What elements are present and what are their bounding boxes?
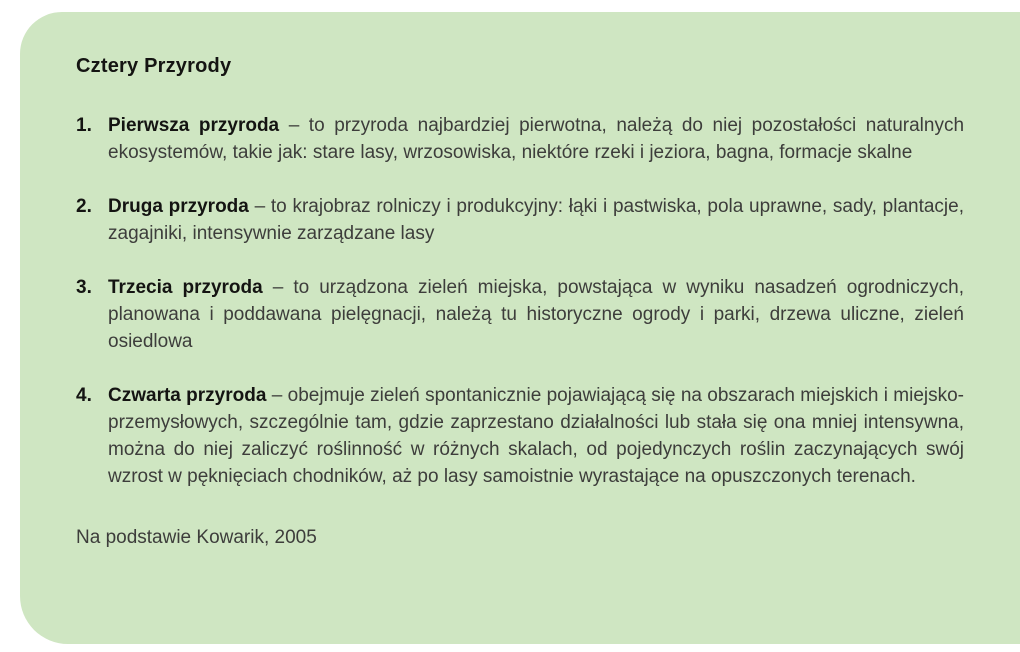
list-item-first-nature (56, 112, 964, 166)
item-body: – to urządzona zieleń miejska, powstająca w wyniku nasadzeń ogrodniczych, planowana i poddawana pielęgnacji, należą tu historyczne ogrody i parki, drzewa uliczne, zieleń osiedlowa (108, 277, 965, 352)
item-lead: Druga przyroda (108, 196, 249, 217)
item-lead: Trzecia przyroda (108, 277, 263, 298)
source-note: Na podstawie Kowarik, 2005 (76, 527, 317, 548)
item-number: 4. (76, 385, 92, 406)
item-lead: Czwarta przyroda (108, 385, 267, 406)
list-item-fourth-nature (56, 382, 964, 490)
item-number: 3. (76, 277, 92, 298)
list-item-third-nature (56, 274, 964, 355)
item-body: – to krajobraz rolniczy i produkcyjny: łąki i pastwiska, pola uprawne, sady, plantacje, zagajniki, intensywnie zarządzane lasy (108, 196, 964, 244)
list-item-second-nature (56, 193, 964, 247)
item-number: 2. (76, 196, 92, 217)
item-body: – obejmuje zieleń spontanicznie pojawiającą się na obszarach miejskich i miejsko-przemysłowych, szczególnie tam, gdzie zaprzestano działalności lub stała się ona mniej intensywna, można do niej zaliczyć roślinność w różnych skalach, od pojedynczych roślin zaczynających swój wzrost w pęknięciach chodników, aż po lasy samoistnie wyrastające na opuszczonych terenach. (108, 385, 965, 487)
item-text (108, 112, 964, 166)
item-text (108, 274, 964, 355)
item-text (108, 382, 964, 490)
item-number: 1. (76, 115, 92, 136)
four-natures-card (20, 12, 1020, 644)
item-body: – to przyroda najbardziej pierwotna, należą do niej pozostałości naturalnych ekosystemów, takie jak: stare lasy, wrzosowiska, niektóre rzeki i jeziora, bagna, formacje skalne (108, 115, 965, 163)
item-lead: Pierwsza przyroda (108, 115, 280, 136)
nature-list (56, 112, 964, 490)
item-text (108, 193, 964, 247)
card-title: Cztery Przyrody (76, 55, 232, 77)
